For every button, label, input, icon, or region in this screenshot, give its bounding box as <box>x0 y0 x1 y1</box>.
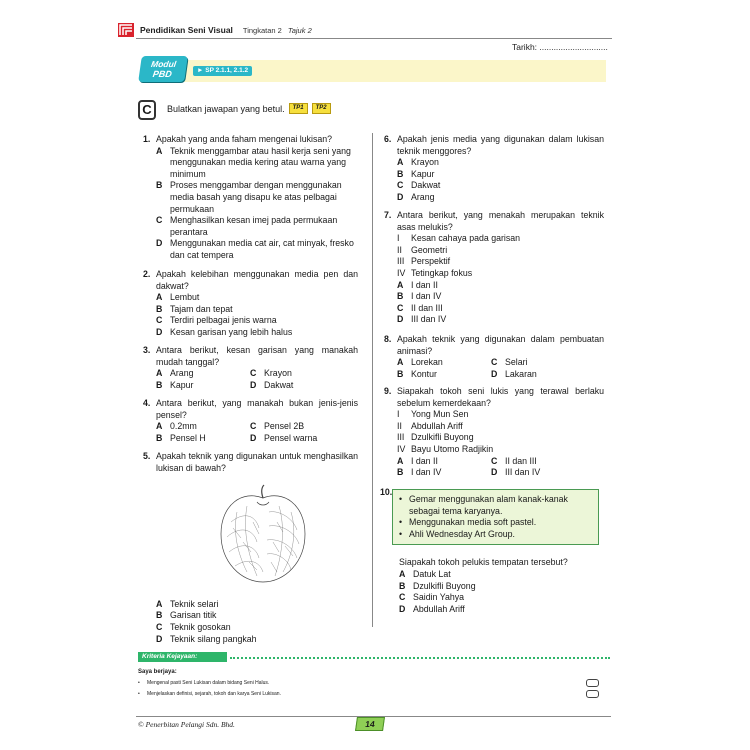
option-a[interactable]: A Lembut <box>156 292 200 303</box>
statement-2: II Geometri <box>397 244 448 255</box>
kriteria-title: Kriteria Kejayaan: <box>138 652 227 662</box>
question-3 <box>143 345 358 391</box>
option-d[interactable]: D Kesan garisan yang lebih halus <box>156 326 293 337</box>
statement-3: III Dzulkifli Buyong <box>397 432 474 443</box>
clue-item: • Menggunakan media soft pastel. <box>399 517 537 528</box>
question-number: 1. <box>143 134 151 144</box>
question-number: 7. <box>384 210 392 220</box>
option-b[interactable]: B Dzulkifli Buyong <box>399 580 476 591</box>
option-a[interactable]: A Arang <box>156 368 194 379</box>
option-a[interactable]: A I dan II <box>397 279 438 290</box>
option-d[interactable]: D III dan IV <box>397 314 447 325</box>
question-7 <box>384 210 604 326</box>
question-number: 5. <box>143 451 151 461</box>
tp-tag: TP2 <box>312 103 331 114</box>
option-d[interactable]: D Dakwat <box>250 379 294 390</box>
option-b[interactable]: B Garisan titik <box>156 610 217 621</box>
tp-tag: TP1 <box>289 103 308 114</box>
saya-berjaya-label: Saya berjaya: <box>138 669 177 675</box>
question-text: Antara berikut, yang menakah merupakan teknik asas melukis? <box>397 210 604 232</box>
question-2 <box>143 269 358 339</box>
option-c[interactable]: C Dakwat <box>397 180 441 191</box>
option-d[interactable]: D Lakaran <box>491 368 537 379</box>
column-divider <box>372 133 373 627</box>
date-field: Tarikh: ............................. <box>512 42 608 52</box>
option-c[interactable]: C Selari <box>491 357 528 368</box>
section-letter: C <box>138 100 156 120</box>
header-rule <box>136 38 612 39</box>
option-d[interactable]: D Arang <box>397 191 435 202</box>
statement-1: I Kesan cahaya pada garisan <box>397 233 521 244</box>
question-4 <box>143 398 358 444</box>
statement-4: IV Tetingkap fokus <box>397 267 473 278</box>
question-number: 2. <box>143 269 151 279</box>
criteria-checkbox[interactable] <box>586 690 599 698</box>
question-9 <box>384 386 604 479</box>
option-a[interactable]: A Lorekan <box>397 357 443 368</box>
publisher-credit: © Penerbitan Pelangi Sdn. Bhd. <box>138 720 235 729</box>
question-text: Siapakah tokoh pelukis tempatan tersebut? <box>399 557 568 568</box>
question-text: Siapakah tokoh seni lukis yang terawal berlaku sebelum kemerdekaan? <box>397 386 604 408</box>
option-c[interactable]: C II dan III <box>491 455 537 466</box>
option-a[interactable]: A I dan II <box>397 455 438 466</box>
option-b[interactable]: B Proses menggambar dengan menggunakan media basah yang disapu ke atas pelbagai permukaan <box>156 180 342 214</box>
page-number: 14 <box>355 717 385 731</box>
question-number: 10. <box>380 487 393 497</box>
question-6 <box>384 134 604 204</box>
question-text: Apakah jenis media yang digunakan dalam lukisan teknik menggores? <box>397 134 604 156</box>
level-label: Tingkatan 2 <box>242 25 282 35</box>
statement-4: IV Bayu Utomo Radjikin <box>397 443 494 454</box>
option-d[interactable]: D Abdullah Ariff <box>399 603 465 614</box>
question-text: Apakah yang anda faham mengenai lukisan? <box>156 134 333 144</box>
kriteria-divider <box>230 657 610 659</box>
option-a[interactable]: A Krayon <box>397 157 439 168</box>
option-c[interactable]: C Pensel 2B <box>250 421 305 432</box>
clue-item: • Gemar menggunakan alam kanak-kanak sebagai tema karyanya. <box>399 494 568 516</box>
question-text: Antara berikut, yang manakah bukan jenis-jenis pensel? <box>156 398 358 420</box>
question-text: Apakah kelebihan menggunakan media pen dan dakwat? <box>156 269 358 291</box>
option-c[interactable]: C II dan III <box>397 302 443 313</box>
option-d[interactable]: D Pensel warna <box>250 432 318 443</box>
option-a[interactable]: A Teknik menggambar atau hasil kerja seni yang menggunakan media kering atau warna yang minimum <box>156 145 351 179</box>
option-a[interactable]: A Datuk Lat <box>399 568 451 579</box>
option-b[interactable]: B I dan IV <box>397 467 442 478</box>
criteria-item: • Menjelaskan definisi, sejarah, tokoh dan karya Seni Lukisan. <box>138 691 281 697</box>
option-a[interactable]: A Teknik selari <box>156 598 219 609</box>
option-d[interactable]: D Teknik silang pangkah <box>156 633 257 644</box>
criteria-checkbox[interactable] <box>586 679 599 687</box>
question-number: 6. <box>384 134 392 144</box>
option-b[interactable]: B Kapur <box>397 168 435 179</box>
option-d[interactable]: D Menggunakan media cat air, cat minyak, fresko dan cat tempera <box>156 238 354 260</box>
statement-3: III Perspektif <box>397 256 451 267</box>
question-number: 4. <box>143 398 151 408</box>
instruction <box>167 103 331 114</box>
statement-1: I Yong Mun Sen <box>397 409 469 420</box>
instruction-text: Bulatkan jawapan yang betul. <box>167 103 285 114</box>
question-text: Antara berikut, kesan garisan yang manakah mudah tanggal? <box>156 345 358 367</box>
question-text: Apakah teknik yang digunakan dalam pembuatan animasi? <box>397 334 604 356</box>
modul-pbd-badge <box>138 56 188 82</box>
topic-label: Tajuk 2 <box>287 25 312 35</box>
clue-item: • Ahli Wednesday Art Group. <box>399 528 515 539</box>
question-1 <box>143 134 358 262</box>
option-b[interactable]: B I dan IV <box>397 291 442 302</box>
modul-label: Modul <box>150 58 177 69</box>
option-c[interactable]: C Krayon <box>250 368 292 379</box>
question-number: 8. <box>384 334 392 344</box>
book-title: Pendidikan Seni Visual <box>140 25 233 35</box>
clue-box <box>392 489 599 545</box>
apple-sketch-image <box>213 482 313 587</box>
question-5 <box>143 451 358 645</box>
question-10 <box>380 487 606 615</box>
question-number: 3. <box>143 345 151 355</box>
option-a[interactable]: A 0.2mm <box>156 421 197 432</box>
question-8 <box>384 334 604 380</box>
option-c[interactable]: C Teknik gosokan <box>156 621 231 632</box>
running-header <box>118 22 312 38</box>
sp-tag: ► SP 2.1.1, 2.1.2 <box>193 66 252 76</box>
option-b[interactable]: B Pensel H <box>156 432 206 443</box>
option-b[interactable]: B Kontur <box>397 368 437 379</box>
criteria-item: • Mengenal pasti Seni Lukisan dalam bidang Seni Halus. <box>138 680 270 686</box>
pbd-label: PBD <box>152 68 173 79</box>
option-b[interactable]: B Kapur <box>156 379 194 390</box>
publisher-logo-icon <box>118 23 134 37</box>
question-number: 9. <box>384 386 392 396</box>
option-c[interactable]: C Menghasilkan kesan imej pada permukaan perantara <box>156 215 338 237</box>
option-c[interactable]: C Terdiri pelbagai jenis warna <box>156 315 277 326</box>
statement-2: II Abdullah Ariff <box>397 420 463 431</box>
question-text: Apakah teknik yang digunakan untuk menghasilkan lukisan di bawah? <box>156 451 358 473</box>
option-d[interactable]: D III dan IV <box>491 467 541 478</box>
option-b[interactable]: B Tajam dan tepat <box>156 303 233 314</box>
option-c[interactable]: C Saidin Yahya <box>399 592 465 603</box>
